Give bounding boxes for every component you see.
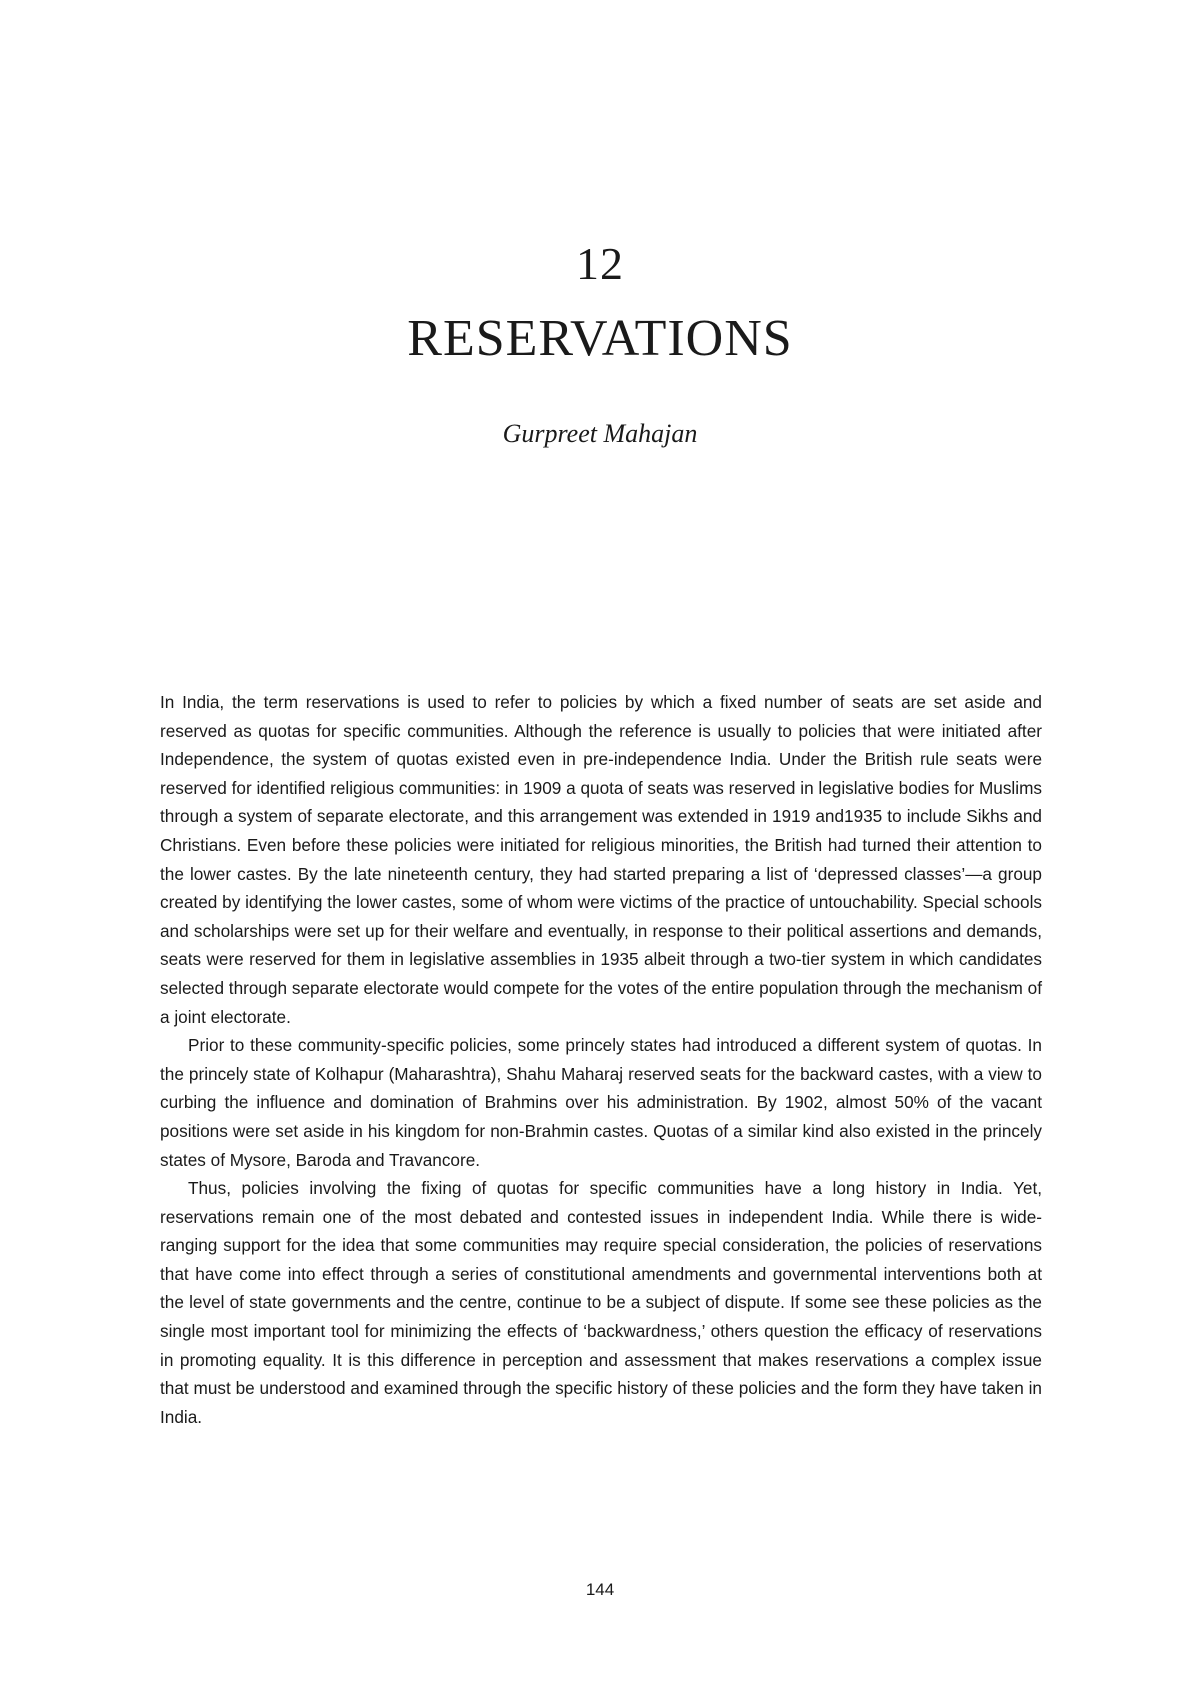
paragraph-3: Thus, policies involving the fixing of quotas for specific communities have a long history in India. Yet, reservations remain one of the most debated and contested issues in independent India. While there is wide-ranging support for the idea that some communities may require special consideration, the policies of reservations that have come into effect through a series of constitutional amendments and governmental interventions both at the level of state governments and the centre, continue to be a subject of dispute. If some see these policies as the single most important tool for minimizing the effects of ‘backwardness,’ others question the efficacy of reservations in promoting equality. It is this difference in perception and assessment that makes reservations a complex issue that must be understood and examined through the specific history of these policies and the form they have taken in India. bbox=[160, 1178, 1042, 1427]
paragraph-2: Prior to these community-specific policies, some princely states had introduced a different system of quotas. In the princely state of Kolhapur (Maharashtra), Shahu Maharaj reserved seats for the backward castes, with a view to curbing the influence and domination of Brahmins over his administration. By 1902, almost 50% of the vacant positions were set aside in his kingdom for non-Brahmin castes. Quotas of a similar kind also existed in the princely states of Mysore, Baroda and Travancore. bbox=[160, 1035, 1042, 1170]
paragraph-1: In India, the term reservations is used to refer to policies by which a fixed number of seats are set aside and reserved as quotas for specific communities. Although the reference is usually to policies that were initiated after Independence, the system of quotas existed even in pre-independence India. Under the British rule seats were reserved for identified religious communities: in 1909 a quota of seats was reserved in legislative bodies for Muslims through a system of separate electorate, and this arrangement was extended in 1919 and1935 to include Sikhs and Christians. Even before these policies were initiated for religious minorities, the British had turned their attention to the lower castes. By the late nineteenth century, they had started preparing a list of ‘depressed classes’—a group created by identifying the lower castes, some of whom were victims of the practice of untouchability. Special schools and scholarships were set up for their welfare and eventually, in response to their political assertions and demands, seats were reserved for them in legislative assemblies in 1935 albeit through a two-tier system in which candidates selected through separate electorate would compete for the votes of the entire population through the mechanism of a joint electorate. bbox=[160, 692, 1042, 1027]
author-name: Gurpreet Mahajan bbox=[502, 419, 698, 448]
chapter-title: RESERVATIONS bbox=[407, 310, 793, 367]
page-number: 144 bbox=[585, 1580, 615, 1599]
chapter-number: 12 bbox=[576, 238, 624, 289]
body-text bbox=[160, 688, 1042, 1431]
